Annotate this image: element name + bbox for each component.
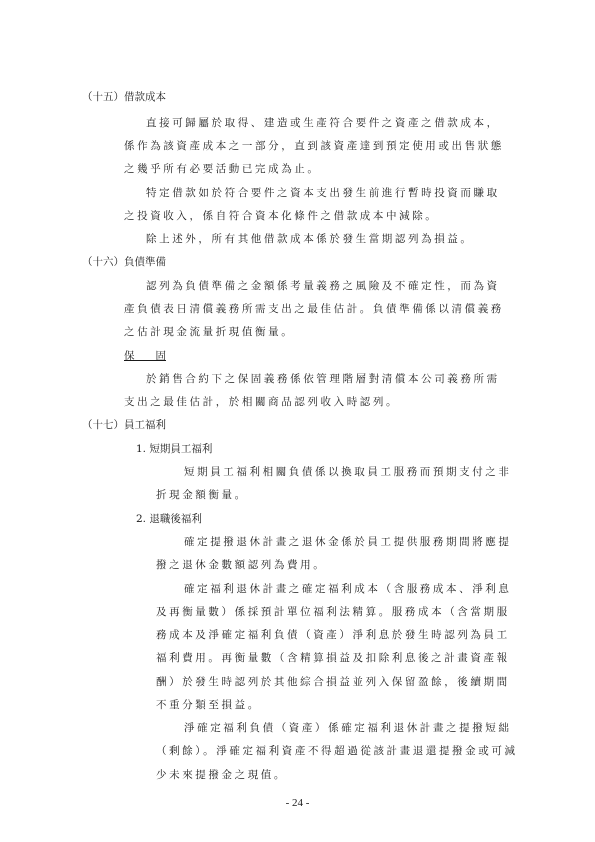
text-line-p17-4: 撥之退休金數額認列為費用。 bbox=[156, 559, 327, 571]
text-line-p17-6: 及再衡量數）係採預計單位福利法精算。服務成本（含當期服 bbox=[156, 606, 510, 618]
text-line-p17-9: 酬）於發生時認列於其他綜合損益並列入保留盈餘，後續期間 bbox=[156, 676, 510, 688]
text-line-p17-8: 福利費用。再衡量數（含精算損益及扣除利息後之計畫資產報 bbox=[156, 652, 510, 664]
text-line-heading-16: （十六）負債準備 bbox=[82, 256, 166, 268]
text-line-p17-5: 確定福利退休計畫之確定福利成本（含服務成本、淨利息 bbox=[184, 583, 512, 595]
text-line-p17-1: 短期員工福利相關負債係以換取員工服務而預期支付之非 bbox=[184, 466, 512, 478]
text-line-p17-2: 折現金額衡量。 bbox=[156, 489, 248, 501]
text-line-p16-5: 支出之最佳估計，於相關商品認列收入時認列。 bbox=[124, 396, 400, 408]
text-line-sub-2-heading: 2. 退職後福利 bbox=[136, 513, 202, 525]
text-line-p15-2: 係作為該資產成本之一部分，直到該資產達到預定使用或出售狀態 bbox=[124, 140, 504, 152]
text-line-p17-11: 淨確定福利負債（資產）係確定福利退休計畫之提撥短絀 bbox=[184, 722, 512, 734]
text-line-p15-6: 除上述外，所有其他借款成本係於發生當期認列為損益。 bbox=[146, 233, 474, 245]
text-line-warranty-heading: 保 固 bbox=[124, 350, 166, 362]
page-number: - 24 - bbox=[285, 797, 310, 809]
text-line-p17-3: 確定提撥退休計畫之退休金係於員工提供服務期間將應提 bbox=[184, 536, 512, 548]
text-line-p15-4: 特定借款如於符合要件之資本支出發生前進行暫時投資而賺取 bbox=[146, 187, 500, 199]
text-line-p15-5: 之投資收入，係自符合資本化條件之借款成本中減除。 bbox=[124, 210, 439, 222]
text-line-p17-12: （剩餘）。淨確定福利資產不得超過從該計畫退還提撥金或可減 bbox=[156, 745, 518, 757]
text-line-p16-1: 認列為負債準備之金額係考量義務之風險及不確定性，而為資 bbox=[146, 280, 500, 292]
text-line-p16-4: 於銷售合約下之保固義務係依管理階層對清償本公司義務所需 bbox=[146, 373, 500, 385]
text-line-p17-7: 務成本及淨確定福利負債（資產）淨利息於發生時認列為員工 bbox=[156, 629, 510, 641]
text-line-p15-3: 之幾乎所有必要活動已完成為止。 bbox=[124, 163, 321, 175]
text-line-heading-17: （十七）員工福利 bbox=[82, 419, 166, 431]
text-line-p16-2: 產負債表日清償義務所需支出之最佳估計。負債準備係以清償義務 bbox=[124, 303, 504, 315]
text-line-p17-13: 少未來提撥金之現值。 bbox=[156, 769, 287, 781]
text-line-sub-1-heading: 1. 短期員工福利 bbox=[136, 443, 213, 455]
text-line-p15-1: 直接可歸屬於取得、建造或生產符合要件之資產之借款成本， bbox=[146, 117, 500, 129]
text-line-p16-3: 之估計現金流量折現值衡量。 bbox=[124, 326, 295, 338]
text-line-heading-15: （十五）借款成本 bbox=[82, 91, 166, 103]
text-line-p17-10: 不重分類至損益。 bbox=[156, 699, 261, 711]
